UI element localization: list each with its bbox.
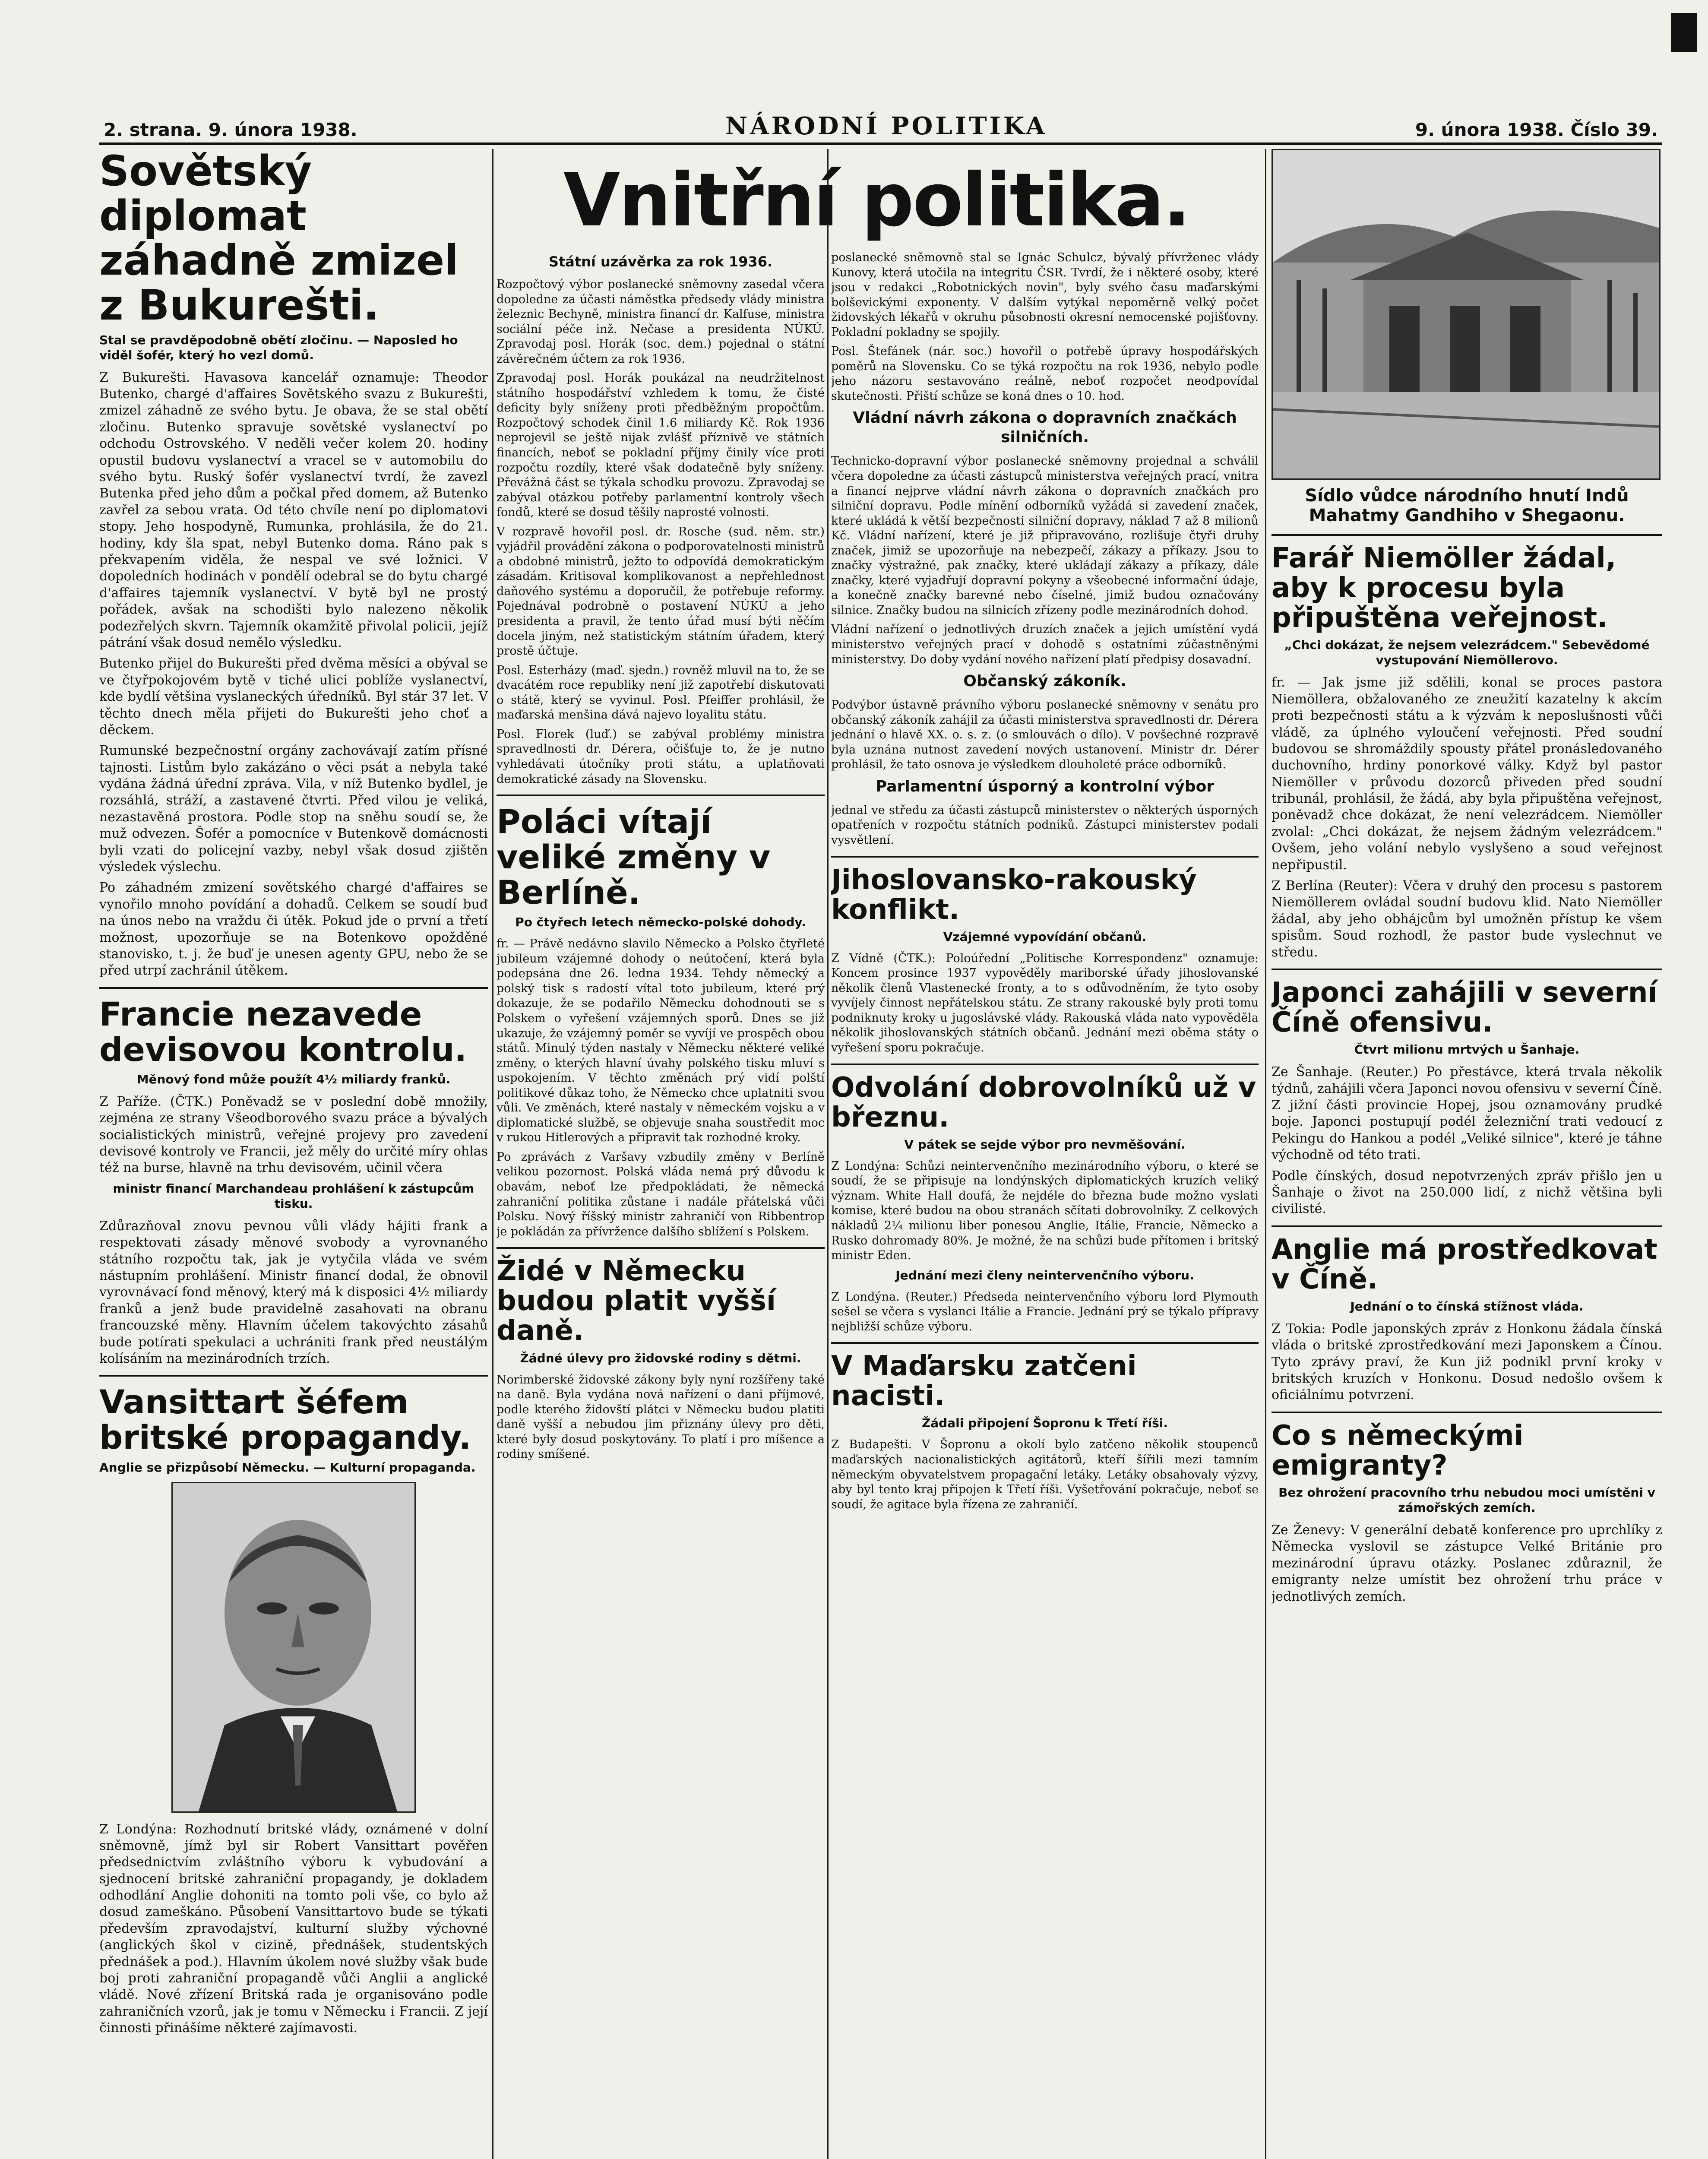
subhead-poland-berlin: Po čtyřech letech německo-polské dohody. — [515, 915, 806, 930]
inline-subhead: ministr financí Marchandeau prohlášení k zástupcům tisku. — [113, 1181, 474, 1211]
article-japan-offensive — [1272, 969, 1662, 1218]
article-text: Norimberské židovské zákony byly nyní rozšířeny také na daně. Byla vydána nová nařízení o dani příjmové, podle kterého židovští plátci v Německu budou platiti daně vyšší a nebudou jim přiznány úlevy pro děti, které byly dosud poskytovány. To platí i pro míšence a rodiny smíšené. — [497, 1373, 825, 1461]
article-text: Z Londýna: Schůzi neintervenčního mezinárodního výboru, o které se soudí, že se připisuje na londýnských diplomatických kruzích veliký význam. White Hall doufá, že nejdéle do března bude možno vyslati komise, které budou na obou stranách sčítati dobrovolníky. Z celkových nákladů 2¼ milionu liber ponesou Anglie, Itálie, Francie, Německo a Rusko dohromady 80%. Je možné, že na schůzi bude přítomen i britský ministr Eden. — [831, 1159, 1259, 1263]
headline-state-accounts: Státní uzávěrka za rok 1936. — [548, 253, 773, 270]
headline-volunteers: Odvolání dobrovolníků už v březnu. — [831, 1071, 1256, 1133]
subhead-vansittart: Anglie se přizpůsobí Německu. — Kulturní propaganda. — [99, 1460, 476, 1475]
subhead-emigrants: Bez ohrožení pracovního trhu nebudou moci umístěni v zámořských zemích. — [1278, 1485, 1655, 1515]
portrait-image — [173, 1483, 414, 1811]
column-divider — [1265, 149, 1266, 2159]
section-title-domestic-politics: Vnitřní politika. — [563, 158, 1190, 243]
article-yugoslav-austrian — [831, 856, 1259, 1056]
headline-hungary-nazis: V Maďarsku zatčeni nacisti. — [831, 1350, 1137, 1412]
masthead-rule — [99, 142, 1662, 145]
article-niemoller — [1272, 534, 1662, 961]
scan-corner-mark — [1671, 13, 1697, 52]
article-text: V rozpravě hovořil posl. dr. Rosche (sud. něm. str.) vyjádřil provádění zákona o podporovatelnosti ministrů a obdobné ministrů, ježto to odpovídá demokratickým zásadám. Kritisoval komplikovanost a nepřehlednost daňového systému a doporučil, že potřebuje reformy. Pojednával podrobně o postavení NÚKÚ a jeho presidenta a pravil, že tento úřad musí býti něčím docela jiným, než statistickým státním úřadem, který prostě účtuje. — [497, 525, 825, 658]
subhead-volunteers: V pátek se sejde výbor pro nevměšování. — [904, 1137, 1186, 1152]
article-text: Z Budapešti. V Šopronu a okolí bylo zatčeno několik stoupenců maďarských nacionalistických agitátorů, kteří šířili mezi tamním německým obyvatelstvem propagační letáky. Letáky obsahovaly výzvy, aby byl tento kraj připojen k Třetí říši. Vyšetřování pokračuje, neboť se soudí, že agitace byla řízena ze zahraničí. — [831, 1438, 1259, 1511]
article-volunteers — [831, 1064, 1259, 1335]
article-text: Z Londýna. (Reuter.) Předseda neintervenčního výboru lord Plymouth sešel se včera s vyslanci Itálie a Francie. Jednání prý se týkalo přípravy nejbližší schůze výboru. — [831, 1290, 1259, 1333]
article-text: Z Tokia: Podle japonských zpráv z Honkonu žádala čínská vláda o britské zprostředkování mezi Japonskem a Čínou. Tyto zprávy praví, že Kun již podnikl první kroky v britských kruzích v Honkonu. Dosud nedošlo ovšem k oficiálnímu potvrzení. — [1272, 1321, 1662, 1403]
article-text: Butenko přijel do Bukurešti před dvěma měsíci a obýval se ve čtyřpokojovém bytě v tiché ulici poblíže vyslanectví, kde bydlí většina vyslaneckých úředníků. Byl stár 37 let. V těchto dnech měla přijeti do Bukurešti jeho choť a děckem. — [99, 656, 488, 738]
article-text: jednal ve středu za účasti zástupců ministerstev o některých úsporných opatřeních v rozpočtu státních podniků. Zástupci ministerstev podali vysvětlení. — [831, 803, 1259, 847]
article-text: Rumunské bezpečnostní orgány zachovávají zatím přísné tajnosti. Listům bylo zakázáno o věci psát a nebyla také vydána žádná úřední zpráva. Vila, v níž Butenko bydlel, je rozsáhlá, stráží, a zastavené čtvrti. Před vilou je veliká, nezastavěná prostora. Podle stop na sněhu soudí se, že muž odvezen. Šofér a pomocníce v Butenkově domácnosti byli vzati do policejní vazby, nebyl však dosud zjištěn výsledek výslechu. — [99, 743, 488, 875]
subhead-france-currency: Měnový fond může použít 4½ miliardy franků. — [136, 1072, 451, 1086]
headline-soviet-diplomat: Sovětský diplomat záhadně zmizel z Bukurešti. — [99, 149, 459, 330]
headline-emigrants: Co s německými emigranty? — [1272, 1419, 1524, 1482]
article-text: Vládní nařízení o jednotlivých druzích značek a jejich umístění vydá ministerstvo veřejných prací v dohodě s ostatními zúčastněnými ministerstvy. Do doby vydání nového nařízení platí předpisy dosavadní. — [831, 623, 1259, 666]
headline-jews-taxes: Židé v Německu budou platit vyšší daně. — [497, 1255, 776, 1347]
article-text: Rozpočtový výbor poslanecké sněmovny zasedal včera dopoledne za účasti náměstka předsedy vlády ministra železnic Bechyně, ministra financí dr. Kalfuse, ministra sociální péče inž. Nečase a presidenta NÚKÚ. Zpravodaj posl. Horák (soc. dem.) pojednal o státní závěrečném účtem za rok 1936. — [497, 278, 825, 366]
article-text: Z Berlína (Reuter): Včera v druhý den procesu s pastorem Niemöllerem ovládal soudní budovu klid. Nato Niemöller žádal, aby jeho obhájcům byl umožněn přístup ke všem spisům. Soud rozhodl, že pastor bude vyslechnut ve středu. — [1272, 878, 1662, 960]
article-jews-taxes — [497, 1247, 825, 1462]
article-text: fr. — Právě nedávno slavilo Německo a Polsko čtyřleté jubileum vzájemné dohody o neútočení, která byla podepsána dne 26. ledna 1934. Tehdy německý a polský tisk s radostí vítal toto jubileum, které prý dokazuje, že se podařilo Německu dohodnouti se s Polskem o vyřešení vzájemných sporů. Dnes se již ukazuje, že vzájemný poměr se vyvíjí ve prospěch obou států. Minulý týden nastaly v Německu některé veliké změny, o kterých hlavní úvahy polského tisku mluví s uspokojením. V těchto změnách prý vidí polští politikové důkaz toho, že Německo chce uplatniti svou vůli. Ve změnách, které nastaly v německém vojsku a v diplomatické službě, se objevuje snaha soustředit moc v rukou Hitlerových a připravit tak rozhodné kroky. — [497, 937, 825, 1145]
headline-yugoslav-austrian: Jihoslovansko-rakouský konflikt. — [831, 864, 1197, 926]
article-emigrants — [1272, 1412, 1662, 1605]
gandhi-residence-photo — [1272, 149, 1661, 480]
article-text: Z Bukurešti. Havasova kancelář oznamuje: Theodor Butenko, chargé d'affaires Sovětského svazu z Bukurešti, zmizel záhadně ze svého bytu. Je obava, že se stal obětí zločinu. Butenko spravuje sovětské vyslanectví po odchodu Ostrovského. V neděli večer kolem 20. hodiny opustil budovu vyslanectví a vracel se v automobilu do svého bytu. Ruský šofér vyslanectví tvrdí, že zavezl Butenka před jeho dům a počkal před domem, až Butenko zavřel za sebou vrata. Od této chvíle není po diplomatovi stopy. Jeho hospodyně, Rumunka, prohlásila, že do 21. hodiny, kdy šla spat, nebyl Butenko doma. Ráno pak s překvapením viděla, že nespal ve své ložnici. V dopoledních hodinách v pondělí odebral se do bytu chargé d'affaires tajemník vyslanectví. V bytě byl ne prostý pořádek, avšak na schodišti bylo nalezeno několik podezřelých skvrn. Tajemník okamžitě přivolal policii, jejíž pátrání však dosud nemělo výsledku. — [99, 370, 488, 650]
subhead-hungary-nazis: Žádali připojení Šopronu k Třetí říši. — [921, 1416, 1168, 1431]
article-england-mediation — [1272, 1225, 1662, 1404]
headline-savings-committee: Parlamentní úsporný a kontrolní výbor — [875, 777, 1215, 795]
article-france — [99, 987, 488, 1368]
headline-england-mediation: Anglie má prostředkovat v Číně. — [1272, 1233, 1657, 1295]
headline-japan-offensive: Japonci zahájili v severní Číně ofensivu. — [1272, 976, 1657, 1039]
article-text: Z Londýna: Rozhodnutí britské vlády, oznámené v dolní sněmovně, jímž byl sir Robert Vansittart pověřen předsednictvím zvláštního výboru k vybudování a sjednocení britské zahraniční propagandy, je dokladem odhodlání Anglie dohoniti na tomto poli vše, co bylo až dosud zameškáno. Působení Vansittartovo bude se týkati především zpravodajství, kulturní služby výchovné (anglických škol v cizině, přednášek, studentských přednášek a pod.). Hlavním úkolem nové služby však bude boj proti zahraniční propagandě vůči Anglii a anglické vládě. Nové zřízení Britská rada je organisováno podle zahraničních vzorů, jak je tomu v Německu i Francii. Z její činnosti přinášíme některé zajímavosti. — [99, 1821, 488, 2036]
article-text: Technicko-dopravní výbor poslanecké sněmovny projednal a schválil včera dopoledne za účasti zástupců ministerstva veřejných prací, vnitra a financí nejprve vládní návrh zákona o dopravních značkách pro silniční dopravu. Podle mínění odborníků vyžádá si zavedení značek, které ukládá k větší bezpečnosti silniční dopravy, náklad 7 až 8 milionů Kč. Vládní nařízení, které je již připravováno, rozlišuje čtyři druhy značek, jimiž se upozorňuje na nebezpečí, zákazy a příkazy. Jsou to značky výstražné, pak značky, které ukládají zákazy a příkazy, dále značky, které vyjadřují dopravní pokyny a všeobecné informační údaje, a konečně značky barevné nebo číselné, jimiž budou označovány silnice. Značky budou na silnicích zřízeny podle mezinárodních dohod. — [831, 454, 1259, 617]
inline-subhead: Jednání mezi členy neintervenčního výboru. — [895, 1268, 1194, 1282]
column-2-body — [497, 250, 825, 2159]
article-text: Posl. Štefánek (nár. soc.) hovořil o potřebě úpravy hospodářských poměrů na Slovensku. Co se týká rozpočtu na rok 1936, nebylo podle jeho názoru sestavováno reálně, neboť rozpočet neodpovídal skutečnosti. Přiští schůze se koná dnes o 10. hod. — [831, 345, 1259, 403]
article-text: fr. — Jak jsme již sdělili, konal se proces pastora Niemöllera, obžalovaného ze zneužití kazatelny k akcím proti bezpečnosti státu a k výzvám k neposlušnosti vůči vládě, za úplného vyloučení veřejnosti. Před soudní budovou se shromáždily spousty přátel pronásledovaného duchovního, hrdiny ponorkové války. Když byl pastor Niemöller v průvodu dozorců přiveden před soudní tribunál, prohlásil, že žádá, aby byla připuštěna veřejnost, poněvadž chce dokázat, že není velezrádcem. Niemöller zvolal: „Chci dokázat, že nejsem žádným velezrádcem." Ovšem, jeho volání nebylo vyslyšeno a soud veřejnost nepřipustil. — [1272, 675, 1662, 873]
article-text: Ze Ženevy: V generální debatě konference pro uprchlíky z Německa vyslovil se zástupce Velké Británie pro mezinárodní úpravu otázky. Poslanec zdůraznil, že emigranty nelze umístit bez ohrožení trhu práce v jednotlivých zemích. — [1272, 1523, 1662, 1604]
column-1 — [99, 149, 488, 2159]
article-vansittart — [99, 1375, 488, 2036]
article-text: Posl. Florek (luď.) se zabýval problémy ministra spravedlnosti dr. Dérera, očišťuje to, že je nutno vyhledávati útočníky proti státu, a uplatňovati demokratické zásady na Slovensku. — [497, 727, 825, 786]
article-text: Posl. Esterházy (maď. sjedn.) rovněž mluvil na to, že se dvacátém roce republiky není již zapotřebí diskutovati o státě, který se vyvinul. Posl. Pfeiffer prohlásil, že maďarská menšina dává najevo loyalitu státu. — [497, 663, 825, 722]
article-hungary-nazis — [831, 1342, 1259, 1512]
article-text: Po zprávách z Varšavy vzbudily změny v Berlíně velikou pozornost. Polská vláda nemá prý důvodu k obavám, neboť lze předpokládati, že německá zahraniční politika zůstane i nadále přátelská vůči Polsku. Nový říšský ministr zahraničí von Ribbentrop je pokládán za přívržence dalšího sblížení s Polskem. — [497, 1150, 825, 1238]
subhead-jews-taxes: Žádné úlevy pro židovské rodiny s dětmi. — [520, 1351, 801, 1365]
article-text: Ze Šanhaje. (Reuter.) Po přestávce, která trvala několik týdnů, zahájili včera Japonci novou ofensivu v severní Číně. Z jižní části provincie Hopej, jsou oznamovány prudké boje. Japonci postupují podél železniční trati vedoucí z Pekingu do Hankou a podél „Veliké silnice", které je táhne východně od této trati. — [1272, 1064, 1662, 1163]
masthead — [104, 110, 1658, 140]
article-text: poslanecké sněmovně stal se Ignác Schulcz, bývalý přívrženec vlády Kunovy, která utočila na integritu ČSR. Tvrdí, že i některé osoby, které jsou v redakci „Robotnických novin", byly svého času maďarskými bolševickými exponenty. V dalším vytýkal nepoměrně velký počet židovských lékařů v okruhu působnosti okresní nemocenské pojišťovny. Pokladní pokladny se spojily. — [831, 251, 1259, 339]
article-text: Po záhadném zmizení sovětského chargé d'affaires se vynořilo mnoho povídání a dohadů. Celkem se soudí buď na únos nebo na vraždu či útěk. Pokud jde o první a třetí možnost, upozorňuje se na Botenkovo opožděné stanovisko, t. j. že buď je unesen agenty GPU, nebo že se před utrpí zachránil útěkem. — [99, 880, 488, 978]
article-poland — [497, 795, 825, 1239]
column-3 — [831, 250, 1259, 2159]
gandhi-residence-image — [1273, 150, 1659, 478]
portrait-photo — [171, 1482, 416, 1813]
masthead-date-left: 2. strana. 9. února 1938. — [104, 119, 357, 140]
article-text: Z Vídně (ČTK.): Poloúřední „Politische Korrespondenz" oznamuje: Koncem prosince 1937 vypověděly mariborské úřady jihoslovanské několik členů Vlastenecké fronty, a to s odůvodněním, že tyto osoby vyvíjely činnost nepřátelskou státu. Ze strany rakouské byly proti tomu podniknuty kroky u jugoslávské vlády. Rakouská vláda nato vypověděla několik jihoslovanských státních občanů. Jednání mezi oběma státy o vyřešení sporu pokračuje. — [831, 951, 1259, 1054]
subhead-england-mediation: Jednání o to čínská stížnost vláda. — [1350, 1299, 1584, 1314]
photo-caption: Sídlo vůdce národního hnutí Indů Mahatmy Gandhiho v Shegaonu. — [1305, 486, 1629, 526]
subhead-soviet-diplomat: Stal se pravděpodobně obětí zločinu. — Naposled ho viděl šofér, který ho vezl domů. — [99, 332, 458, 362]
article-text: Zdůrazňoval znovu pevnou vůli vlády hájiti frank a respektovati zásady měnové svobody a vyrovnaného státního rozpočtu tak, jak je vytyčila vláda ve svém nástupním prohlášení. Ministr financí dodal, že obnovil vyrovnávací fond měnový, který má k disposici 4½ miliardy franků a jenž bude pravidelně zasahovati na obranu francouzské měny. Hlavním účelem takovýchto zásahů bude potírati spekulaci a uchrániti frank před neustálým kolísáním na mezinárodních trzích. — [99, 1218, 488, 1366]
article-text: Z Paříže. (ČTK.) Poněvadž se v poslední době množily, zejména ze strany Všeodborového svazu práce a bývalých socialistických ministrů, veřejné projevy pro zavedení devisové kontroly ve Francii, jež měly do určité míry ohlas též na burse, hlavně na trhu devisovém, učinil včera — [99, 1094, 488, 1176]
headline-civil-code: Občanský zákoník. — [963, 672, 1126, 690]
headline-poland-berlin: Poláci vítají veliké změny v Berlíně. — [497, 802, 771, 912]
masthead-date-right: 9. února 1938. Číslo 39. — [1415, 119, 1658, 140]
masthead-newspaper-title: NÁRODNÍ POLITIKA — [725, 112, 1047, 140]
article-text: Podvýbor ústavně právního výboru poslanecké sněmovny v senátu pro občanský zákoník zahájil za účasti ministerstva spravedlnosti dr. Dérera jednání o hlavě XX. o. s. z. (o smlouvách o dílo). V povšechné rozpravě byla uznána nutnost zavedení nových ustanovení. Ministr dr. Dérer prohlásil, že tato osnova je výsledkem dlouholeté práce odborníků. — [831, 698, 1259, 772]
article-text: Zpravodaj posl. Horák poukázal na neudržitelnost státního hospodářství vzhledem k tomu, že čisté deficity byly sníženy proti předběžným propočtům. Rozpočtový schodek činil 1.6 miliardy Kč. Rok 1936 neprojevil se ještě nijak zvlášť příznivě ve státních financích, neboť se pokladní příjmy činily více proti rozpočtu rozdíly, které však dodatečně byly sníženy. Převážná část se týkala schodku provozu. Zpravodaj se zabýval otázkou potřeby parlamentní kontroly všech fondů, které se dosud těšily naprosté volnosti. — [497, 371, 825, 519]
subhead-yugoslav-austrian: Vzájemné vypovídání občanů. — [943, 929, 1147, 944]
subhead-japan-offensive: Čtvrt milionu mrtvých u Šanhaje. — [1354, 1042, 1580, 1057]
headline-road-signs: Vládní návrh zákona o dopravních značkách silničních. — [853, 409, 1237, 446]
headline-niemoller: Farář Niemöller žádal, aby k procesu byla připuštěna veřejnost. — [1272, 542, 1616, 634]
article-text: Podle čínských, dosud nepotvrzených zpráv přišlo jen u Šanhaje o život na 250.000 lidí, z nichž většina byli civilisté. — [1272, 1168, 1662, 1217]
headline-france-currency: Francie nezavede devisovou kontrolu. — [99, 994, 467, 1069]
headline-vansittart: Vansittart šéfem britské propagandy. — [99, 1383, 471, 1457]
column-divider — [492, 149, 493, 2159]
subhead-niemoller: „Chci dokázat, že nejsem velezrádcem." Sebevědomé vystupování Niemöllerovo. — [1284, 638, 1650, 668]
column-4 — [1272, 149, 1662, 2159]
